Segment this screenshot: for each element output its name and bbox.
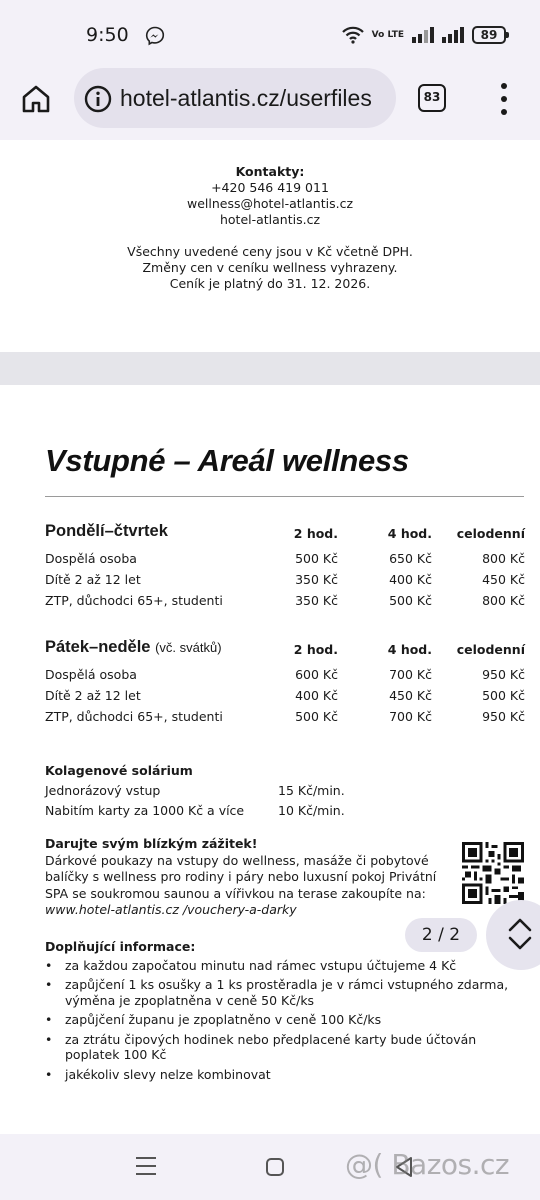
price-cell: 650 Kč bbox=[389, 551, 432, 566]
price-cell: 350 Kč bbox=[295, 572, 338, 587]
browser-toolbar bbox=[0, 64, 540, 140]
volte-label: Vo LTE bbox=[371, 29, 404, 40]
table-row bbox=[45, 664, 525, 685]
home-icon[interactable] bbox=[20, 83, 52, 115]
price-note: Ceník je platný do 31. 12. 2026. bbox=[169, 276, 371, 291]
row-label: ZTP, důchodci 65+, studenti bbox=[45, 709, 223, 724]
battery-icon: 89 bbox=[472, 26, 506, 44]
solarium-section bbox=[45, 761, 445, 821]
gift-heading: Darujte svým blízkým zážitek! bbox=[45, 836, 258, 851]
price-cell: 800 Kč bbox=[482, 551, 525, 566]
list-item: • jakékoliv slevy nelze kombinovat bbox=[45, 1067, 525, 1083]
page-title: Vstupné – Areál wellness bbox=[45, 443, 409, 478]
info-icon[interactable] bbox=[84, 85, 112, 113]
list-item bbox=[45, 801, 445, 821]
row-label: Dítě 2 až 12 let bbox=[45, 572, 141, 587]
tabs-counter-button[interactable]: 83 bbox=[418, 84, 446, 112]
col-header: 2 hod. bbox=[293, 526, 338, 541]
solarium-price: 10 Kč/min. bbox=[278, 803, 345, 818]
list-item: • zapůjčení 1 ks osušky a 1 ks prostěradla je v rámci vstupného zdarma, výměna je zpoplatněna v ceně 50 Kč/ks bbox=[45, 977, 525, 1008]
url-text[interactable]: hotel-atlantis.cz/userfiles bbox=[120, 85, 372, 111]
table-header bbox=[45, 636, 525, 664]
price-cell: 700 Kč bbox=[389, 709, 432, 724]
col-header: celodenní bbox=[456, 642, 525, 657]
address-bar[interactable] bbox=[74, 68, 396, 128]
row-label: Dospělá osoba bbox=[45, 667, 137, 682]
contact-phone: +420 546 419 011 bbox=[211, 180, 329, 195]
table-row bbox=[45, 569, 525, 590]
table-row bbox=[45, 706, 525, 727]
price-cell: 400 Kč bbox=[295, 688, 338, 703]
info-list bbox=[45, 958, 525, 1083]
weekend-price-table bbox=[45, 636, 525, 727]
solarium-label: Nabitím karty za 1000 Kč a více bbox=[45, 803, 245, 818]
col-header: celodenní bbox=[456, 526, 525, 541]
price-note: Všechny uvedené ceny jsou v Kč včetně DPH. bbox=[127, 244, 413, 259]
price-cell: 500 Kč bbox=[295, 709, 338, 724]
col-header: 2 hod. bbox=[293, 642, 338, 657]
row-label: Dítě 2 až 12 let bbox=[45, 688, 141, 703]
page-separator bbox=[0, 352, 540, 385]
gift-section bbox=[45, 836, 455, 919]
voucher-link[interactable]: www.hotel-atlantis.cz /vouchery-a-darky bbox=[45, 902, 297, 917]
chevron-up-down-icon bbox=[506, 916, 534, 952]
contact-web: hotel-atlantis.cz bbox=[219, 212, 321, 227]
status-icons bbox=[342, 24, 506, 46]
solarium-label: Jednorázový vstup bbox=[45, 783, 161, 798]
table-row bbox=[45, 685, 525, 706]
contacts-heading: Kontakty: bbox=[235, 164, 305, 179]
list-item: • za každou započatou minutu nad rámec vstupu účtujeme 4 Kč bbox=[45, 958, 525, 974]
recent-apps-icon[interactable] bbox=[136, 1157, 156, 1175]
weekday-heading: Pondělí–čtvrtek bbox=[45, 522, 168, 540]
weekend-heading-text: Pátek–neděle bbox=[45, 638, 151, 656]
pdf-viewer[interactable] bbox=[0, 140, 540, 1134]
messenger-icon bbox=[145, 26, 165, 46]
contact-email: wellness@hotel-atlantis.cz bbox=[186, 196, 354, 211]
price-cell: 450 Kč bbox=[389, 688, 432, 703]
table-header bbox=[45, 520, 525, 548]
price-cell: 950 Kč bbox=[482, 667, 525, 682]
watermark: @( Bazos.cz bbox=[345, 1148, 510, 1181]
solarium-price: 15 Kč/min. bbox=[278, 783, 345, 798]
price-cell: 600 Kč bbox=[295, 667, 338, 682]
row-label: ZTP, důchodci 65+, studenti bbox=[45, 593, 223, 608]
gift-text: Dárkové poukazy na vstupy do wellness, masáže či pobytové balíčky s wellness pro rodiny i páry nebo luxusní pokoj Privátní SPA se soukromou saunou a vířivkou na terase zakoupíte na: bbox=[45, 852, 437, 901]
price-cell: 700 Kč bbox=[389, 667, 432, 682]
qr-code-icon bbox=[462, 842, 524, 904]
price-cell: 950 Kč bbox=[482, 709, 525, 724]
table-row bbox=[45, 548, 525, 569]
contacts-section bbox=[0, 164, 540, 292]
list-item bbox=[45, 781, 445, 801]
price-cell: 450 Kč bbox=[482, 572, 525, 587]
price-cell: 350 Kč bbox=[295, 593, 338, 608]
row-label: Dospělá osoba bbox=[45, 551, 137, 566]
system-navigation-bar bbox=[0, 1134, 540, 1200]
price-cell: 500 Kč bbox=[389, 593, 432, 608]
price-cell: 500 Kč bbox=[482, 688, 525, 703]
more-menu-icon[interactable] bbox=[494, 83, 514, 115]
page-counter: 2 / 2 bbox=[405, 918, 477, 952]
col-header: 4 hod. bbox=[387, 526, 432, 541]
status-bar bbox=[0, 0, 540, 64]
price-cell: 400 Kč bbox=[389, 572, 432, 587]
signal-icon-2 bbox=[442, 27, 464, 43]
weekday-price-table bbox=[45, 520, 525, 611]
price-cell: 800 Kč bbox=[482, 593, 525, 608]
wifi-icon bbox=[342, 26, 364, 44]
list-item: • zapůjčení županu je zpoplatněno v ceně 100 Kč/ks bbox=[45, 1012, 525, 1028]
additional-info-section bbox=[45, 939, 525, 1086]
status-time: 9:50 bbox=[86, 24, 129, 46]
weekend-heading bbox=[45, 638, 222, 657]
title-divider bbox=[45, 496, 524, 497]
price-note: Změny cen v ceníku wellness vyhrazeny. bbox=[142, 260, 398, 275]
info-heading: Doplňující informace: bbox=[45, 939, 196, 954]
signal-icon-1 bbox=[412, 27, 434, 43]
list-item: • za ztrátu čipových hodinek nebo předplacené karty bude účtován poplatek 100 Kč bbox=[45, 1032, 525, 1063]
nav-home-icon[interactable] bbox=[266, 1158, 284, 1176]
table-row bbox=[45, 590, 525, 611]
col-header: 4 hod. bbox=[387, 642, 432, 657]
price-cell: 500 Kč bbox=[295, 551, 338, 566]
weekend-subheading: (vč. svátků) bbox=[155, 640, 222, 655]
solarium-heading: Kolagenové solárium bbox=[45, 763, 193, 778]
